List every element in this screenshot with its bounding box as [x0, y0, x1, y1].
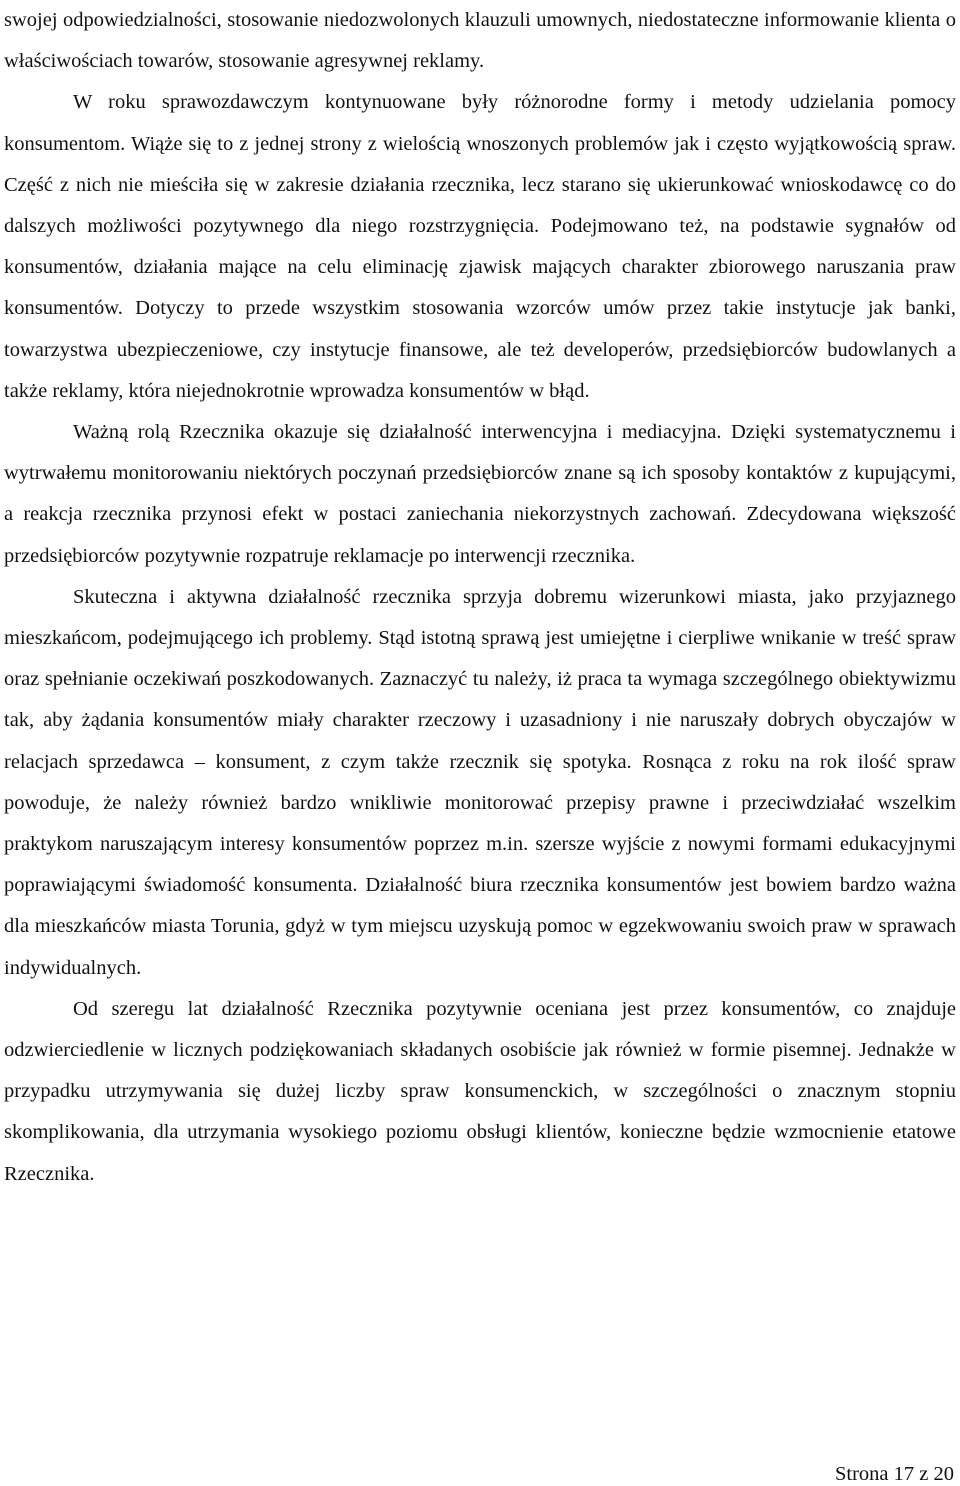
- document-body: [4, 0, 956, 1195]
- paragraph-intervention-mediation: Ważną rolą Rzecznika okazuje się działalność interwencyjna i mediacyjna. Dzięki systematycznemu i wytrwałemu monitorowaniu niektórych poczynań przedsiębiorców znane są ich sposoby kontaktów z kupującymi, a reakcja rzecznika przynosi efekt w postaci zaniechania niekorzystnych zachowań. Zdecydowana większość przedsiębiorców pozytywnie rozpatruje reklamacje po interwencji rzecznika.: [4, 421, 956, 567]
- paragraph-city-image: Skuteczna i aktywna działalność rzecznika sprzyja dobremu wizerunkowi miasta, jako przyjaznego mieszkańcom, podejmującego ich problemy. Stąd istotną sprawą jest umiejętne i cierpliwe wnikanie w treść spraw oraz spełnianie oczekiwań poszkodowanych. Zaznaczyć tu należy, iż praca ta wymaga szczególnego obiektywizmu tak, aby żądania konsumentów miały charakter rzeczowy i uzasadniony i nie naruszały dobrych obyczajów w relacjach sprzedawca – konsument, z czym także rzecznik się spotyka. Rosnąca z roku na rok ilość spraw powoduje, że należy również bardzo wnikliwie monitorować przepisy prawne i przeciwdziałać wszelkim praktykom naruszającym interesy konsumentów poprzez m.in. szersze wyjście z nowymi formami edukacyjnymi poprawiającymi świadomość konsumenta. Działalność biura rzecznika konsumentów jest bowiem bardzo ważna dla mieszkańców miasta Torunia, gdyż w tym miejscu uzyskują pomoc w egzekwowaniu swoich praw w sprawach indywidualnych.: [4, 585, 956, 979]
- paragraph-assessment: Od szeregu lat działalność Rzecznika pozytywnie oceniana jest przez konsumentów, co znajduje odzwierciedlenie w licznych podziękowaniach składanych osobiście jak również w formie pisemnej. Jednakże w przypadku utrzymywania się dużej liczby spraw konsumenckich, w szczególności o znacznym stopniu skomplikowania, dla utrzymania wysokiego poziomu obsługi klientów, konieczne będzie wzmocnienie etatowe Rzecznika.: [4, 997, 956, 1185]
- paragraph-forms-of-assistance: W roku sprawozdawczym kontynuowane były różnorodne formy i metody udzielania pomocy konsumentom. Wiąże się to z jednej strony z wielością wnoszonych problemów jak i często wyjątkowością spraw. Część z nich nie mieściła się w zakresie działania rzecznika, lecz starano się ukierunkować wnioskodawcę co do dalszych możliwości pozytywnego dla niego rozstrzygnięcia. Podejmowano też, na podstawie sygnałów od konsumentów, działania mające na celu eliminację zjawisk mających charakter zbiorowego naruszania praw konsumentów. Dotyczy to przede wszystkim stosowania wzorców umów przez takie instytucje jak banki, towarzystwa ubezpieczeniowe, czy instytucje finansowe, ale też developerów, przedsiębiorców budowlanych a także reklamy, która niejednokrotnie wprowadza konsumentów w błąd.: [4, 91, 956, 402]
- paragraph-continued: swojej odpowiedzialności, stosowanie niedozwolonych klauzuli umownych, niedostateczne informowanie klienta o właściwościach towarów, stosowanie agresywnej reklamy.: [4, 9, 956, 73]
- page-number: Strona 17 z 20: [835, 1463, 954, 1485]
